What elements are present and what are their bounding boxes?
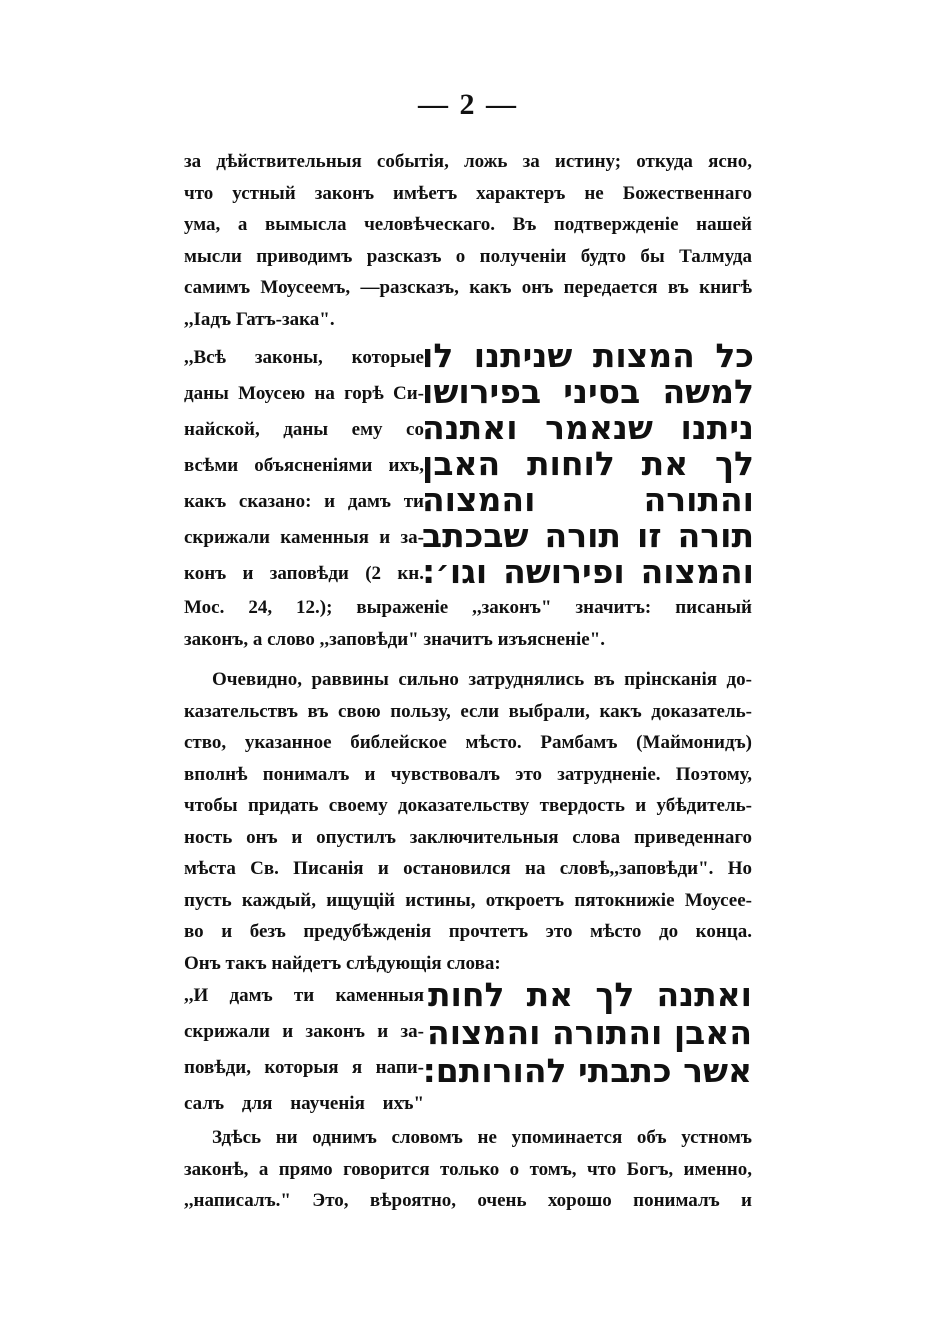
hebrew-line: אשר כתבתי להורותם:: [422, 1051, 752, 1090]
quote-line: скрижали каменныя и за-: [184, 527, 424, 548]
hebrew-line: והמצוה ופירושה וגו׳:: [422, 552, 754, 591]
text-line: мѣста Св. Писанія и остановился на словѣ,,заповѣди". Но: [184, 858, 752, 879]
quote-1-russian: [184, 340, 424, 592]
hebrew-line: האבן והתורה והמצוה: [427, 1013, 752, 1052]
hebrew-line: למשה בסיני בפירושו: [422, 372, 754, 411]
text-line: ,,Іадъ Гатъ-зака".: [184, 308, 335, 330]
text-line: законѣ, а прямо говорится только о томъ, что Богъ, именно,: [184, 1158, 752, 1180]
quote-line: повѣди, которыя я напи-: [184, 1057, 424, 1078]
quote-line: найской, даны ему со: [184, 419, 424, 440]
hebrew-line: ואתנה לך את לחות: [428, 975, 752, 1014]
paragraph-1: [184, 146, 752, 335]
hebrew-line: כל המצות שניתנו לו: [422, 336, 754, 375]
text-line: самимъ Моусеемъ, —разсказъ, какъ онъ передается въ книгѣ: [184, 277, 752, 298]
page-number: — 2 —: [418, 88, 518, 121]
text-line: ство, указанное библейское мѣсто. Рамбамъ (Маймонидъ): [184, 732, 752, 753]
text-line: пусть каждый, ищущій истины, откроетъ пятокнижіе Моусее-: [184, 889, 752, 911]
hebrew-line: ניתנו שנאמר ואתנה: [422, 408, 754, 447]
quote-line: салъ для наученія ихъ": [184, 1093, 424, 1114]
quote-line: скрижали и законъ и за-: [184, 1021, 424, 1042]
text-line: за дѣйствительныя событія, ложь за истину; откуда ясно,: [184, 151, 752, 172]
text-line: во и безъ предубѣжденія прочтетъ это мѣсто до конца.: [184, 921, 752, 942]
hebrew-line: תורה זו תורה שבכתב: [422, 516, 754, 555]
text-line: казательствъ въ свою пользу, если выбрали, какъ доказатель-: [184, 700, 752, 722]
quote-line: какъ сказано: и дамъ ти: [184, 491, 424, 512]
paragraph-2: [184, 664, 752, 979]
quote-line: даны Моусею на горѣ Си-: [184, 383, 424, 404]
text-line: законъ, а слово ,,заповѣди" значитъ изъясненіе".: [184, 628, 606, 650]
quote-2-hebrew: [422, 975, 752, 1090]
quote-1-hebrew: [422, 338, 754, 590]
quote-line: конъ и заповѣди (2 кн.: [184, 563, 424, 584]
text-line: Онъ такъ найдетъ слѣдующія слова:: [184, 952, 501, 974]
text-line: ность онъ и опустилъ заключительныя слова приведеннаго: [184, 826, 752, 848]
quote-line: всѣми объясненіями ихъ,: [184, 455, 424, 476]
hebrew-line: לך את לוחות האבן: [422, 444, 754, 483]
quote-line: ,,И дамъ ти каменныя: [184, 985, 424, 1006]
text-line: вполнѣ понималъ и чувствовалъ это затрудненіе. Поэтому,: [184, 763, 752, 785]
text-line: ,,написалъ." Это, вѣроятно, очень хорошо понималъ и: [184, 1190, 752, 1211]
paragraph-3: [184, 1122, 752, 1217]
text-line: что устный законъ имѣетъ характеръ не Божественнаго: [184, 182, 752, 204]
quote-line: ,,Всѣ законы, которые: [184, 347, 424, 368]
text-line: Здѣсь ни однимъ словомъ не упоминается объ устномъ: [212, 1127, 752, 1148]
text-line: ума, а вымысла человѣческаго. Въ подтвержденіе нашей: [184, 214, 752, 235]
text-line: Очевидно, раввины сильно затруднялись въ прінсканія до-: [212, 669, 752, 690]
text-line: мысли приводимъ разсказъ о полученіи будто бы Талмуда: [184, 245, 752, 267]
text-line: чтобы придать своему доказательству твердость и убѣдитель-: [184, 795, 752, 816]
quote-2-russian: [184, 978, 424, 1122]
quote-1-tail: [184, 592, 752, 655]
text-line: Мос. 24, 12.); выраженіе ,,законъ" значитъ: писаный: [184, 597, 752, 618]
hebrew-line: והתורה והמצוה: [422, 480, 754, 519]
